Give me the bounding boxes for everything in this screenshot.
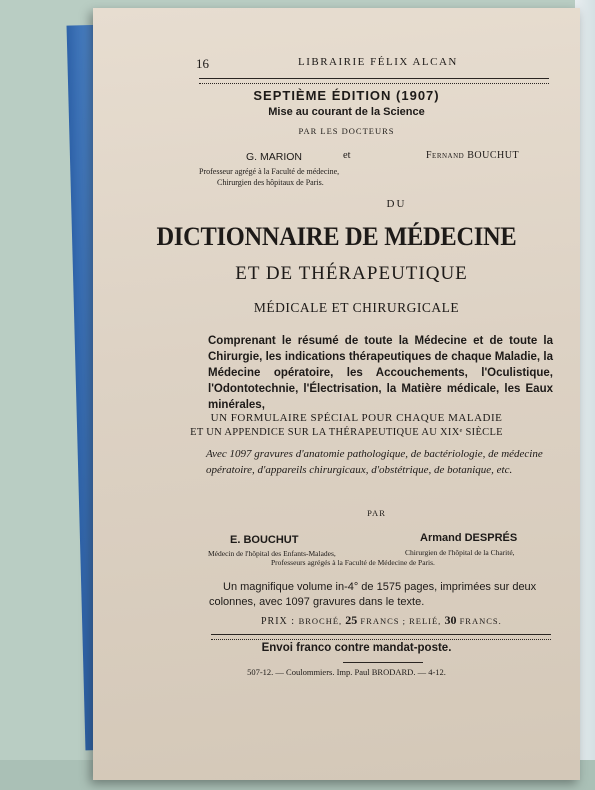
marion-description-1: Professeur agrégé à la Faculté de médecine, [199,167,340,176]
edition-title: SEPTIÈME ÉDITION (1907) [253,88,440,103]
subtitle-therapeutique: ET DE THÉRAPEUTIQUE [235,263,468,284]
edition-subtitle: Mise au courant de la Science [268,106,425,118]
price-relie: RELIÉ, [409,616,445,626]
price-francs-2: FRANCS. [456,616,502,626]
author-despres: Armand DESPRÉS [420,532,518,544]
author-e-bouchut: E. BOUCHUT [230,534,299,546]
par-label: PAR [367,508,386,518]
price-relie-value: 30 [444,613,457,627]
volume-line-1: Un magnifique volume in-4° de 1575 pages, imprimées sur deux [223,581,537,593]
shared-description: Professeurs agrégés à la Faculté de Médecine de Paris. [271,558,435,567]
author-marion: G. MARION [246,151,303,163]
envoi-line: Envoi franco contre mandat-poste. [261,642,452,654]
despres-description: Chirurgien de l'hôpital de la Charité, [405,548,515,557]
price-francs-1: FRANCS ; [357,616,410,626]
price-label: PRIX : [261,616,299,627]
description-paragraph: Comprenant le résumé de toute la Médecine et de toute la Chirurgie, les indications thérapeutiques de chaque Maladie, la Médecine opératoire, les Accouchements, l'Oculistique, l'Odontotechnie, l'Électrisation, la Matière médicale, les Eaux minérales, [208,335,553,411]
author-conjunction: et [343,150,351,161]
book-page [93,8,580,780]
footer-rule [211,634,551,640]
edition-by: PAR LES DOCTEURS [298,126,395,136]
marion-description-2: Chirurgien des hôpitaux de Paris. [217,178,324,187]
formulaire-line-2: ET UN APPENDICE SUR LA THÉRAPEUTIQUE AU XIXᵉ SIÈCLE [190,427,503,438]
author-bouchut-fernand: Fernand BOUCHUT [426,150,520,161]
publisher-header: LIBRAIRIE FÉLIX ALCAN [298,56,458,68]
bouchut-description: Médecin de l'hôpital des Enfants-Malades, [208,549,336,558]
price-broche: BROCHÉ, [298,616,346,626]
gravures-paragraph: Avec 1097 gravures d'anatomie pathologique, de bactériologie, de médecine opératoire, d'appareils chirurgicaux, d'obstétrique, de botanique, etc. [206,448,543,476]
main-title: DICTIONNAIRE DE MÉDECINE [156,222,517,251]
price-broche-value: 25 [345,613,358,627]
price-line [261,613,502,628]
printer-footer: 507-12. — Coulommiers. Imp. Paul BRODARD. — 4-12. [247,667,446,677]
title-du: DU [386,198,407,210]
short-rule [343,662,423,663]
subtitle-medicale: MÉDICALE ET CHIRURGICALE [253,300,460,315]
header-rule [199,78,549,84]
page-number: 16 [196,56,209,71]
formulaire-line-1: UN FORMULAIRE SPÉCIAL POUR CHAQUE MALADIE [210,412,503,424]
volume-line-2: colonnes, avec 1097 gravures dans le texte. [209,596,425,608]
